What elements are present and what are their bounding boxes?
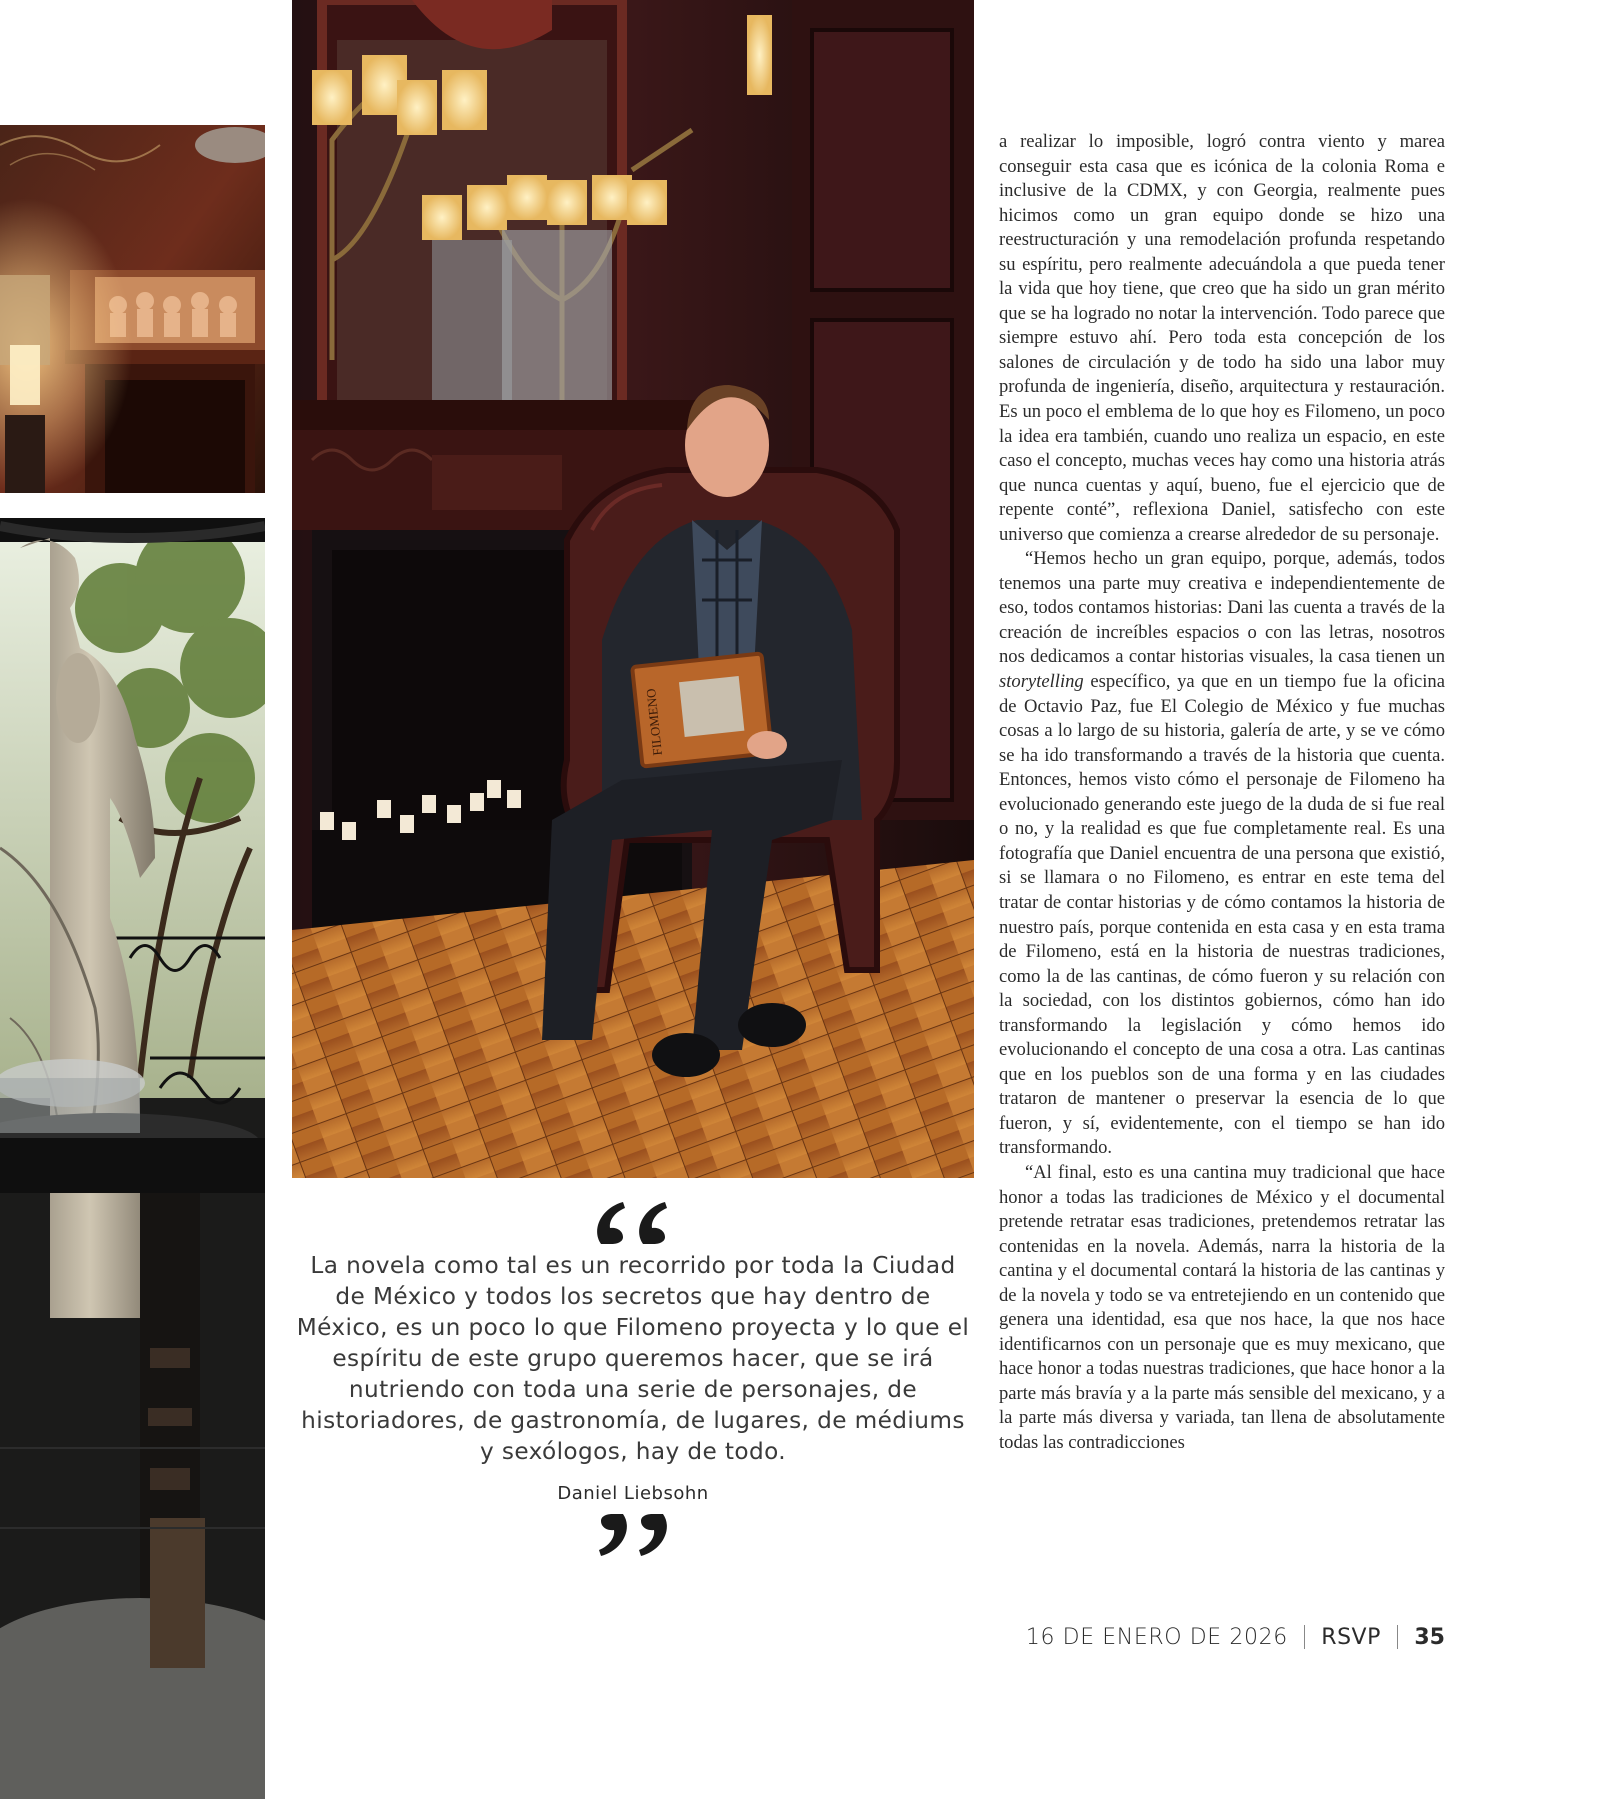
- photo-portrait-daniel: [292, 0, 974, 1178]
- text-run: “Al final, esto es una cantina muy tradicional que hace honor a todas las tradiciones de México y el documental pretende retratar esas tradiciones, pretendemos retratar las contenidas en la novela. Además, narra la historia de la cantina y el documental contará la historia de las cantinas y de la novela y todo se va entretejiendo en un contenido que genera una identidad, esa que nos hace, la que nos hace identificarnos con un personaje que es muy mexicano, que hace honor a todas nuestras tradiciones, que hace honor a la parte más bravía y a la parte más sensible del mexicano, y a la parte más diversa y variada, tan llena de absolutamente todas las contradicciones: [999, 1161, 1445, 1453]
- pull-quote-text: La novela como tal es un recorrido por toda la Ciudad de México y todos los secretos que hay dentro de México, es un poco lo que Filomeno proyecta y lo que el espíritu de este grupo queremos hacer, que se irá nutriendo con toda una serie de personajes, de historiadores, de gastronomía, de lugares, de médiums y sexólogos, hay de todo.: [296, 1252, 970, 1465]
- open-quote-icon: [595, 1200, 671, 1244]
- issue-date: 16 DE ENERO DE 2026: [1025, 1624, 1288, 1650]
- italic-term: storytelling: [999, 671, 1084, 693]
- article-paragraph: [999, 130, 1445, 547]
- page-number: 35: [1414, 1624, 1445, 1650]
- footer-divider: [1397, 1625, 1399, 1649]
- page-footer: [1026, 1622, 1445, 1652]
- book-title: FILOMENO: [643, 687, 665, 757]
- text-run: específico, ya que en un tiempo fue la oficina de Octavio Paz, fue El Colegio de México y fue muchas cosas a lo largo de su historia, galería de arte, y se ve cómo se ha ido transformando a través de la historia que cuenta. Entonces, hemos visto cómo el personaje de Filomeno ha evolucionado generando este juego de la duda de si fue real o no, y la realidad es que fue completamente real. Es una fotografía que Daniel encuentra de una persona que existió, si se llamara o no Filomeno, es entrar en este tema del tratar de contar historias y de cómo contamos la historia de nuestro país, porque contenida en esta casa y en esta trama de Filomeno, está en la historia de nuestras tradiciones, como la de las cantinas, de cómo fueron y su relación con la sociedad, con los distintos gobiernos, cómo han ido transformando la legislación y cómo hemos ido evolucionando el concepto de una cosa a otra. Las cantinas que en los pueblos son de una forma y en las ciudades trataron de mantener o preservar la esencia de lo que fueron, y sí, evidentemente, con el tiempo se han ido transformando.: [999, 671, 1445, 1159]
- photo-statue-balcony: [0, 518, 265, 1799]
- article-body: [999, 130, 1445, 1456]
- pull-quote-author: Daniel Liebsohn: [557, 1483, 709, 1504]
- magazine-name: RSVP: [1321, 1624, 1381, 1650]
- text-run: a realizar lo imposible, logró contra viento y marea conseguir esta casa que es icónica de la colonia Roma e inclusive de la CDMX, y con Georgia, realmente pues hicimos como un gran equipo donde se hizo una reestructuración y una remodelación profunda respetando su espíritu, pero realmente adecuándola a que pueda tener la vida que hoy tiene, que creo que ha sido un gran mérito que se ha logrado no notar la intervención. Todo parece que siempre estuvo ahí. Pero toda esta concepción de los salones de circulación y de todo ha sido una labor muy profunda de ingeniería, diseño, arquitectura y restauración. Es un poco el emblema de lo que hoy es Filomeno, un poco la idea era también, cuando uno realiza un espacio, en este caso el concepto, muchas veces hay como una historia atrás que nunca cuentas y aquí, bueno, fue el ejercicio que de repente conté”, reflexiona Daniel, satisfecho con este universo que comienza a crearse alrededor de su personaje.: [999, 131, 1445, 545]
- close-quote-icon: [595, 1514, 671, 1558]
- pull-quote: [292, 1200, 974, 1558]
- article-paragraph: [999, 547, 1445, 1161]
- article-paragraph: [999, 1161, 1445, 1456]
- photo-interior-detail: [0, 125, 265, 493]
- text-run: “Hemos hecho un gran equipo, porque, además, todos tenemos una parte muy creativa e independientemente de eso, todos contamos historias: Dani las cuenta a través de la creación de increíbles espacios o con las letras, nosotros nos dedicamos a contar historias visuales, la casa tienen un: [999, 548, 1445, 668]
- footer-divider: [1304, 1625, 1306, 1649]
